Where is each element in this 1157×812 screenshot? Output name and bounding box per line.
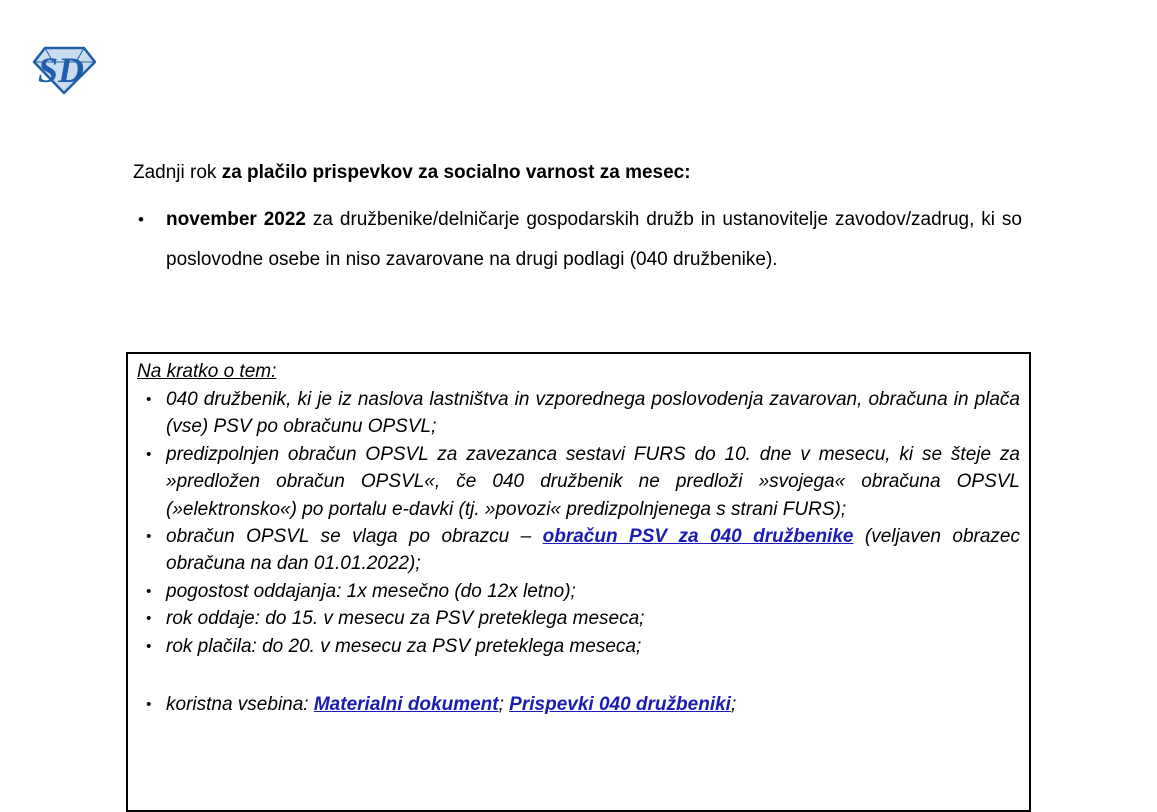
list-item	[133, 200, 1022, 280]
item-text: pogostost oddajanja: 1x mesečno (do 12x letno);	[166, 580, 576, 602]
page-title-regular: Zadnji rok	[133, 162, 222, 183]
item-text: rok oddaje: do 15. v mesecu za PSV preteklega meseca;	[166, 608, 645, 630]
list-item	[137, 386, 1020, 441]
item-text: 040 družbenik, ki je iz naslova lastništva in vzporednega poslovodenja zavarovan, obračuna in plača (vse) PSV po obračunu OPSVL;	[166, 389, 1020, 438]
item-text: rok plačila: do 20. v mesecu za PSV preteklega meseca;	[166, 635, 642, 657]
bullet-icon: •	[146, 445, 152, 463]
blank-line	[137, 660, 1020, 691]
sd-diamond-logo	[32, 45, 98, 97]
bullet-icon: •	[146, 610, 152, 628]
list-item	[137, 691, 1020, 718]
list-item	[137, 633, 1020, 660]
bullet-icon: •	[138, 210, 144, 229]
item-text: ;	[730, 694, 737, 716]
hyperlink[interactable]: Materialni dokument	[313, 694, 499, 716]
intro-month-bold: november 2022	[166, 209, 306, 230]
item-text: koristna vsebina:	[166, 694, 314, 716]
list-item	[137, 578, 1020, 605]
diamond-icon	[32, 45, 98, 97]
summary-box	[126, 352, 1031, 812]
item-text: ;	[498, 694, 510, 716]
list-item	[137, 605, 1020, 632]
item-text: (veljaven obrazec obračuna na dan 01.01.2022);	[166, 526, 1020, 575]
intro-list	[133, 200, 1022, 280]
item-text: obračun OPSVL se vlaga po obrazcu –	[166, 526, 543, 548]
bullet-icon: •	[146, 637, 152, 655]
page-title	[133, 161, 1033, 185]
list-item	[137, 441, 1020, 523]
logo-letters: SD	[38, 50, 85, 90]
page-title-bold: za plačilo prispevkov za socialno varnost za mesec:	[221, 162, 691, 183]
item-text: predizpolnjen obračun OPSVL za zavezanca sestavi FURS do 10. dne v mesecu, ki se šteje za »predložen obračun OPSVL«, če 040 družbenik ne predloži »svojega« obračuna OPSVL (»elektronsko«) po portalu e-davki (tj. »povozi« predizpolnjenega s strani FURS);	[166, 443, 1020, 520]
hyperlink[interactable]: Prispevki 040 družbeniki	[509, 694, 731, 716]
box-list	[137, 386, 1020, 718]
hyperlink[interactable]: obračun PSV za 040 družbenike	[542, 526, 854, 548]
bullet-icon: •	[146, 696, 152, 714]
intro-text: za družbenike/delničarje gospodarskih družb in ustanovitelje zavodov/zadrug, ki so poslovodne osebe in niso zavarovane na drugi podlagi (040 družbenike).	[166, 209, 1023, 270]
bullet-icon: •	[146, 528, 152, 546]
list-item	[137, 523, 1020, 578]
summary-box-title: Na kratko o tem:	[137, 361, 277, 382]
bullet-icon: •	[146, 391, 152, 408]
bullet-icon: •	[146, 582, 152, 600]
